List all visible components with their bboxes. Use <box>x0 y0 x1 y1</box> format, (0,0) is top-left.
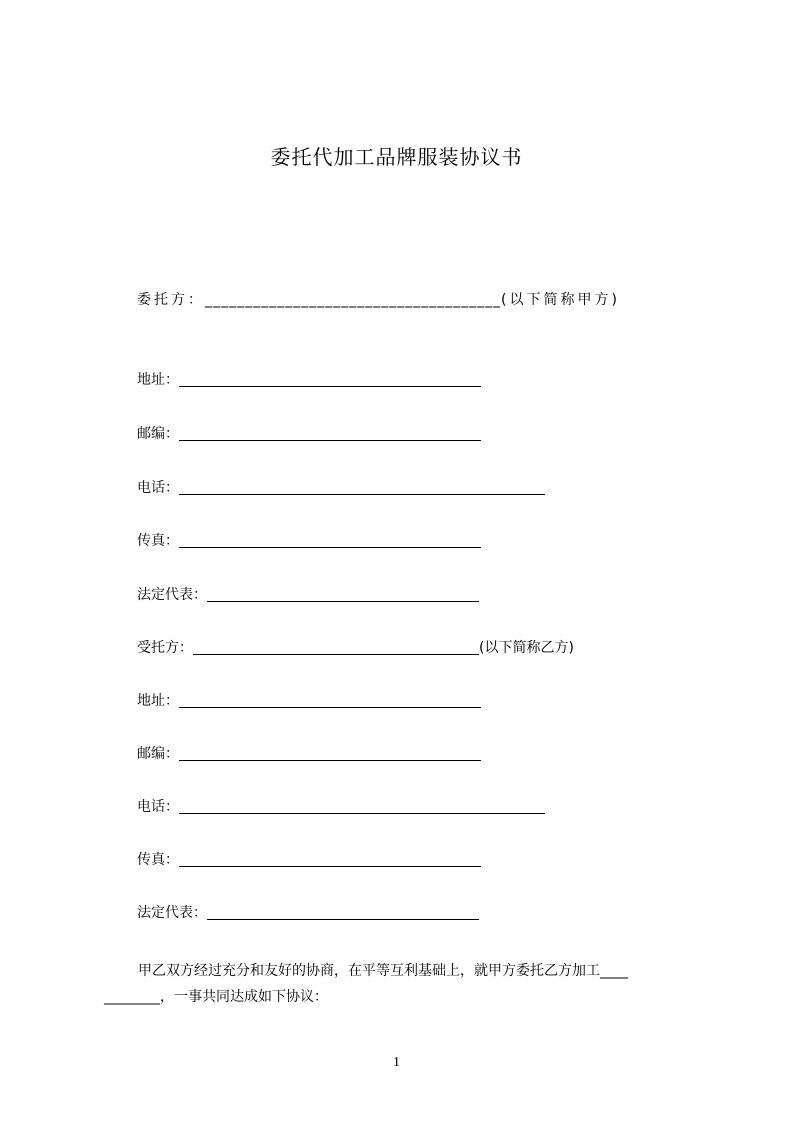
party-b-address-row <box>137 691 481 711</box>
party-a-postcode-blank[interactable] <box>179 426 481 441</box>
party-b-legal-rep-row <box>137 903 479 923</box>
field-label: 传真： <box>137 852 179 868</box>
field-label: 传真： <box>137 533 179 549</box>
party-a-blank[interactable]: _____________________________________ <box>205 292 501 308</box>
page-number: 1 <box>393 1055 400 1070</box>
field-label: 法定代表： <box>137 905 207 921</box>
party-a-phone-blank[interactable] <box>179 480 545 495</box>
field-label: 邮编： <box>137 426 179 442</box>
party-b-fax-blank[interactable] <box>179 852 481 867</box>
party-b-postcode-row <box>137 744 481 764</box>
party-b-postcode-blank[interactable] <box>179 746 481 761</box>
paragraph-line: 甲乙双方经过充分和友好的协商，在平等互利基础上，就甲方委托乙方加工____ <box>138 963 628 979</box>
party-a-fax-blank[interactable] <box>179 533 481 548</box>
party-b-fax-row <box>137 850 481 870</box>
party-b-address-blank[interactable] <box>179 693 481 708</box>
party-b-suffix: (以下简称乙方) <box>479 640 574 656</box>
field-label: 电话： <box>137 480 179 496</box>
party-a-postcode-row <box>137 424 481 444</box>
field-label: 地址： <box>137 693 179 709</box>
party-a-legal-rep-blank[interactable] <box>207 587 479 602</box>
party-a-label: 委托方： <box>137 292 205 308</box>
document-title: 委托代加工品牌服装协议书 <box>270 145 523 169</box>
field-label: 电话： <box>137 799 179 815</box>
party-a-address-row <box>137 370 481 390</box>
party-b-phone-blank[interactable] <box>179 799 545 814</box>
party-b-label: 受托方： <box>137 640 193 656</box>
paragraph-line: ________，一事共同达成如下协议： <box>104 989 328 1005</box>
field-label: 法定代表： <box>137 587 207 603</box>
party-b-legal-rep-blank[interactable] <box>207 905 479 920</box>
party-a-suffix: (以下简称甲方) <box>501 292 620 308</box>
party-a-fax-row <box>137 531 481 551</box>
party-a-address-blank[interactable] <box>179 372 481 387</box>
field-label: 邮编： <box>137 746 179 762</box>
agreement-intro-paragraph <box>104 958 704 1010</box>
party-a-phone-row <box>137 478 545 498</box>
field-label: 地址： <box>137 372 179 388</box>
party-b-blank[interactable] <box>193 640 479 655</box>
party-a-line <box>137 290 620 310</box>
party-b-phone-row <box>137 797 545 817</box>
party-b-line <box>137 638 574 658</box>
party-a-legal-rep-row <box>137 585 479 605</box>
